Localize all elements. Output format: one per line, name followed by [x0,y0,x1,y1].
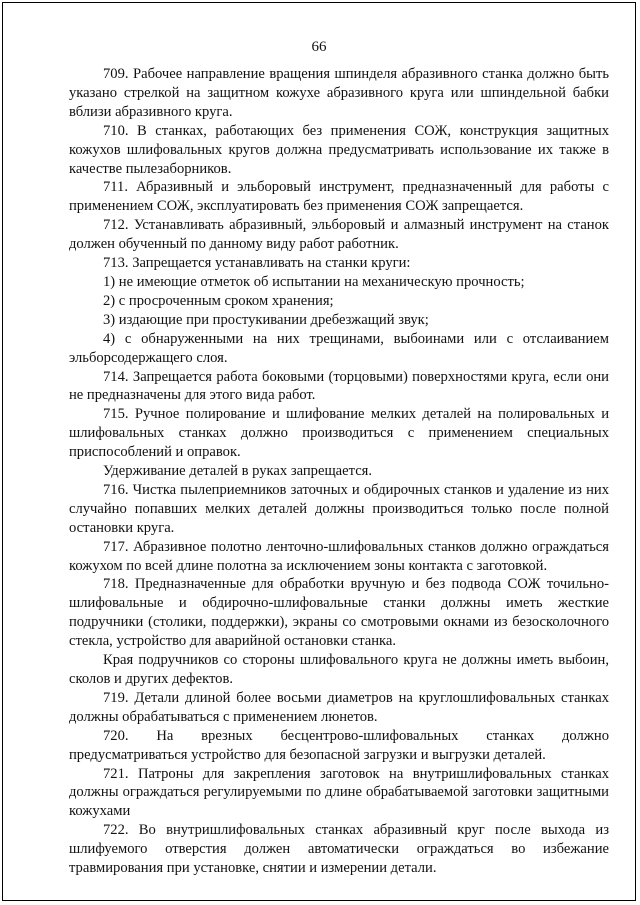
paragraph-712: 712. Устанавливать абразивный, эльборовый и алмазный инструмент на станок должен обученный по данному виду работ работник. [69,217,609,253]
paragraph-716: 716. Чистка пылеприемников заточных и обдирочных станков и удаление из них случайно попавших мелких деталей должны производиться только после полной остановки круга. [69,481,609,536]
paragraph-721: 721. Патроны для закрепления заготовок на внутришлифовальных станках должны ограждаться регулируемыми по длине обрабатываемой заготовки защитными кожухами [69,765,609,820]
paragraph-718-note: Края подручников со стороны шлифовального круга не должны иметь выбоин, сколов и других дефектов. [69,652,609,687]
paragraph-715: 715. Ручное полирование и шлифование мелких деталей на полировальных и шлифовальных станках должно производиться с применением специальных приспособлений и оправок. [69,406,609,461]
paragraph-715-note: Удерживание деталей в руках запрещается. [103,463,373,480]
document-body [69,65,609,878]
paragraph-717: 717. Абразивное полотно ленточно-шлифовальных станков должно ограждаться кожухом по всей длине полотна за исключением зоны контакта с заготовкой. [69,538,609,574]
list-item-713-2: 2) с просроченным сроком хранения; [103,292,334,309]
paragraph-718: 718. Предназначенные для обработки вручную и без подвода СОЖ точильно-шлифовальные и обдирочно-шлифовальные станки должны иметь жесткие подручники (столики, поддержки), экраны со смотровыми окнами из безосколочного стекла, устройство для аварийной остановки станка. [69,576,609,650]
paragraph-709: 709. Рабочее направление вращения шпинделя абразивного станка должно быть указано стрелкой на защитном кожухе абразивного круга или шпиндельной бабки вблизи абразивного круга. [69,66,609,120]
list-item-713-3: 3) издающие при простукивании дребезжащий звук; [103,311,429,328]
page-number: 66 [311,39,327,55]
paragraph-714: 714. Запрещается работа боковыми (торцовыми) поверхностями круга, если они не предназначены для этого вида работ. [69,368,609,404]
document-page [2,2,636,901]
list-item-713-4: 4) с обнаруженными на них трещинами, выбоинами или с отслаиванием эльборсодержащего слоя. [69,330,609,366]
paragraph-711: 711. Абразивный и эльборовый инструмент, предназначенный для работы с применением СОЖ, эксплуатировать без применения СОЖ запрещается. [69,179,609,215]
paragraph-722: 722. Во внутришлифовальных станках абразивный круг после выхода из шлифуемого отверстия должен автоматически ограждаться во избежание травмирования при установке, снятии и измерении детали. [69,822,609,877]
paragraph-719: 719. Детали длиной более восьми диаметров на круглошлифовальных станках должны обрабатываться с применением люнетов. [69,689,609,725]
paragraph-720: 720. На врезных бесцентрово-шлифовальных станках должно предусматриваться устройство для безопасной загрузки и выгрузки деталей. [69,727,609,763]
paragraph-710: 710. В станках, работающих без применения СОЖ, конструкция защитных кожухов шлифовальных кругов должна предусматривать использование их также в качестве пылезаборников. [69,122,609,177]
list-item-713-1: 1) не имеющие отметок об испытании на механическую прочность; [103,273,525,290]
paragraph-713: 713. Запрещается устанавливать на станки круги: [103,255,411,272]
